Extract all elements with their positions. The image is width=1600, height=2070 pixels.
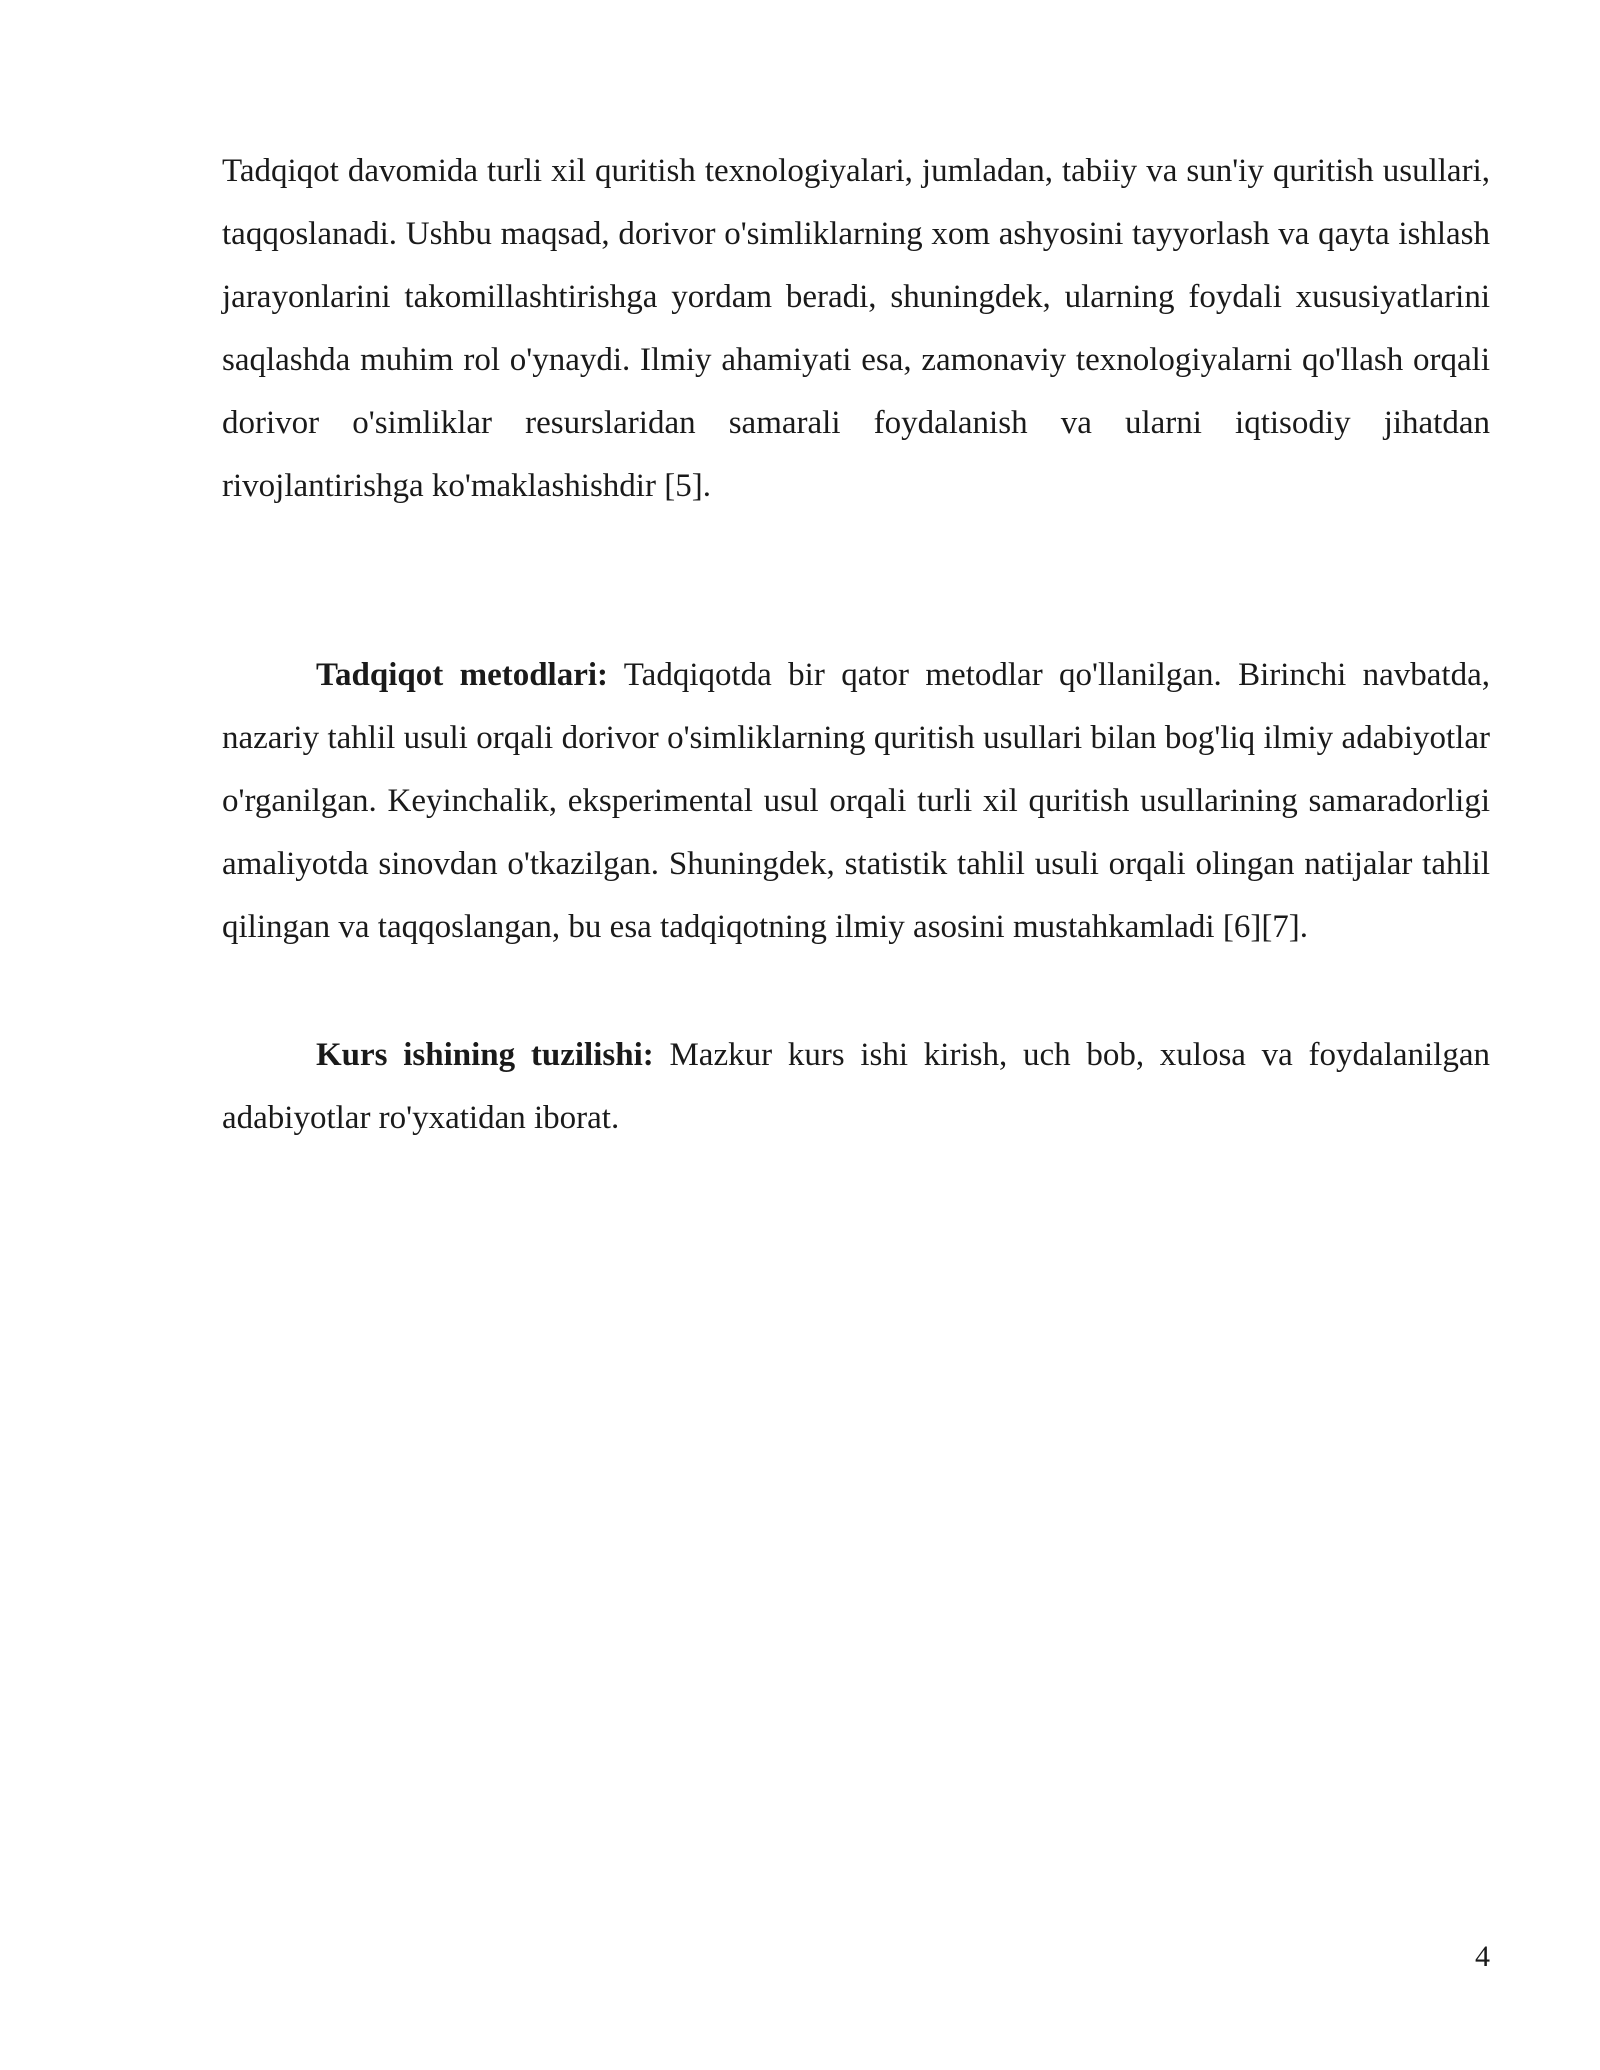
paragraph-intro <box>222 140 1490 518</box>
structure-heading: Kurs ishining tuzilishi: <box>316 1037 654 1073</box>
paragraph-methods <box>222 644 1490 959</box>
methods-heading: Tadqiqot metodlari: <box>316 657 609 693</box>
page-number: 4 <box>1475 1940 1490 1973</box>
paragraph-methods-text: Tadqiqotda bir qator metodlar qo'llanilgan. Birinchi navbatda, nazariy tahlil usuli orqali dorivor o'simliklarning quritish usullari bilan bog'liq ilmiy adabiyotlar o'rganilgan. Keyinchalik, eksperimental usul orqali turli xil quritish usullarining samaradorligi amaliyotda sinovdan o'tkazilgan. Shuningdek, statistik tahlil usuli orqali olingan natijalar tahlil qilingan va taqqoslangan, bu esa tadqiqotning ilmiy asosini mustahkamladi [6][7]. <box>222 657 1490 945</box>
paragraph-intro-text: Tadqiqot davomida turli xil quritish texnologiyalari, jumladan, tabiiy va sun'iy quritish usullari, taqqoslanadi. Ushbu maqsad, dorivor o'simliklarning xom ashyosini tayyorlash va qayta ishlash jarayonlarini takomillashtirishga yordam beradi, shuningdek, ularning foydali xususiyatlarini saqlashda muhim rol o'ynaydi. Ilmiy ahamiyati esa, zamonaviy texnologiyalarni qo'llash orqali dorivor o'simliklar resurslaridan samarali foydalanish va ularni iqtisodiy jihatdan rivojlantirishga ko'maklashishdir [5]. <box>222 153 1490 504</box>
paragraph-structure-text: Mazkur kurs ishi kirish, uch bob, xulosa va foydalanilgan adabiyotlar ro'yxatidan iborat. <box>222 1037 1490 1136</box>
paragraph-structure <box>222 1024 1490 1150</box>
